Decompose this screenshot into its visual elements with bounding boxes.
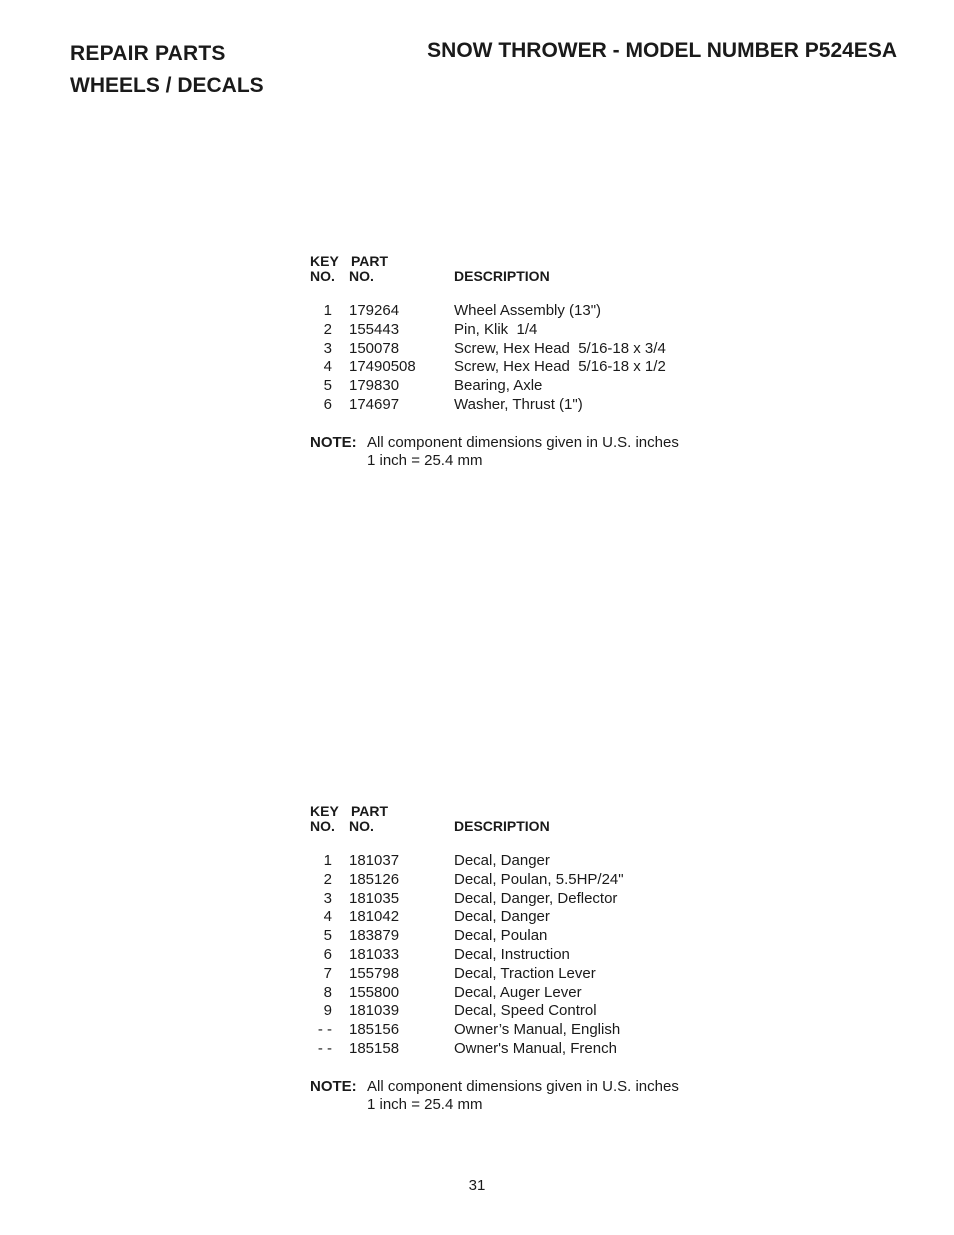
description-cell: Decal, Traction Lever [454, 964, 596, 982]
description-cell: Screw, Hex Head 5/16-18 x 1/2 [454, 358, 666, 376]
description-cell: Decal, Danger [454, 908, 550, 926]
key-cell: 8 [323, 983, 332, 1001]
part-number-cell: 181042 [349, 908, 400, 926]
part-number-cell: 150078 [349, 339, 400, 357]
col-part-top: PART [351, 803, 389, 819]
description-cell: Decal, Auger Lever [454, 983, 582, 1001]
key-cell: 6 [323, 945, 332, 963]
description-cell: Decal, Poulan, 5.5HP/24" [454, 870, 624, 888]
key-cell: 1 [323, 852, 332, 869]
note-line2: 1 inch = 25.4 mm [367, 452, 483, 470]
description-cell: Owner’s Manual, English [454, 1021, 621, 1039]
description-cell: Decal, Instruction [454, 945, 570, 963]
key-cell: 6 [323, 395, 332, 413]
col-description: DESCRIPTION [454, 268, 550, 284]
description-cell: Decal, Danger, Deflector [454, 889, 618, 907]
part-number-cell: 179264 [349, 302, 400, 319]
subsection-title: WHEELS / DECALS [70, 74, 264, 97]
description-cell: Bearing, Axle [454, 377, 543, 395]
key-cell: 1 [323, 302, 332, 319]
description-cell: Decal, Speed Control [454, 1002, 597, 1020]
part-number-cell: 174697 [349, 395, 400, 413]
description-cell: Pin, Klik 1/4 [454, 320, 538, 338]
part-number-cell: 181039 [349, 1002, 400, 1020]
key-cell: - - [317, 1021, 332, 1039]
key-cell: 9 [323, 1002, 332, 1020]
description-cell: Wheel Assembly (13") [454, 302, 602, 319]
key-cell: 5 [323, 927, 332, 945]
part-number-cell: 181033 [349, 945, 400, 963]
key-cell: 2 [323, 320, 332, 338]
col-part-top: PART [351, 253, 389, 269]
note-line1: All component dimensions given in U.S. inches [367, 433, 679, 451]
description-cell: Owner's Manual, French [454, 1039, 617, 1057]
col-key-top: KEY [310, 803, 339, 819]
description-cell: Washer, Thrust (1") [454, 395, 583, 413]
part-number-cell: 185156 [349, 1021, 400, 1039]
note-line1: All component dimensions given in U.S. inches [367, 1077, 679, 1095]
part-number-cell: 181035 [349, 889, 400, 907]
part-number-cell: 155443 [349, 320, 400, 338]
part-number-cell: 179830 [349, 377, 400, 395]
description-cell: Screw, Hex Head 5/16-18 x 3/4 [454, 339, 666, 357]
page-header-right [427, 38, 897, 64]
key-cell: 2 [323, 870, 332, 888]
title-prefix: SNOW THROWER - MODEL NUMBER [427, 39, 799, 62]
section-title: REPAIR PARTS [70, 42, 226, 65]
col-description: DESCRIPTION [454, 818, 550, 834]
col-key-top: KEY [310, 253, 339, 269]
key-cell: - - [317, 1039, 332, 1057]
part-number-cell: 185126 [349, 870, 400, 888]
col-part-bottom: NO. [349, 268, 374, 284]
model-number: P524ESA [804, 39, 897, 62]
part-number-cell: 17490508 [349, 358, 416, 376]
note-label: NOTE: [310, 1077, 357, 1095]
col-part-bottom: NO. [349, 818, 374, 834]
col-key-bottom: NO. [310, 268, 335, 284]
key-cell: 7 [323, 964, 332, 982]
key-cell: 4 [323, 908, 332, 926]
note-line2: 1 inch = 25.4 mm [367, 1096, 483, 1114]
part-number-cell: 155800 [349, 983, 400, 1001]
key-cell: 4 [323, 358, 332, 376]
description-cell: Decal, Danger [454, 852, 550, 869]
part-number-cell: 183879 [349, 927, 400, 945]
note-label: NOTE: [310, 433, 357, 451]
col-key-bottom: NO. [310, 818, 335, 834]
key-cell: 3 [323, 889, 332, 907]
part-number-cell: 155798 [349, 964, 400, 982]
part-number-cell: 185158 [349, 1039, 400, 1057]
description-cell: Decal, Poulan [454, 927, 548, 945]
key-cell: 5 [323, 377, 332, 395]
part-number-cell: 181037 [349, 852, 400, 869]
page-header-left [70, 38, 264, 102]
key-cell: 3 [323, 339, 332, 357]
page-number: 31 [468, 1177, 486, 1194]
